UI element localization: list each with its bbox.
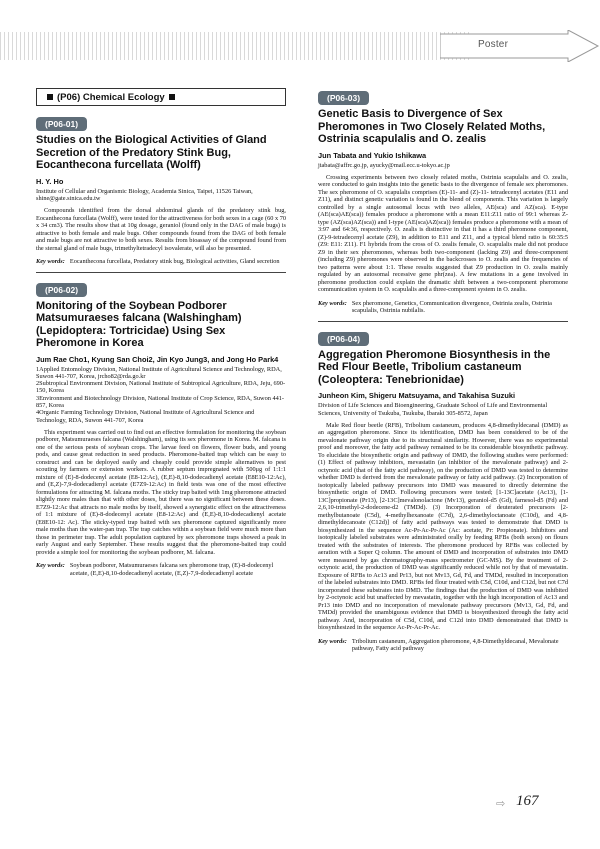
article-id-tag: (P06-04) bbox=[318, 332, 369, 346]
page-arrow-icon: ⇨ bbox=[496, 797, 506, 810]
article-p06-03 bbox=[318, 88, 568, 315]
article-p06-04 bbox=[318, 329, 568, 653]
article-title: Monitoring of the Soybean Podborer Matsumuraeses falcana (Walshingham) (Lepidoptera: Tortricidae) Using Sex Pheromone in Korea bbox=[36, 299, 242, 350]
square-bullet-icon bbox=[169, 94, 175, 100]
article-keywords bbox=[318, 300, 568, 315]
keywords-text: Sex pheromone, Genetics, Communication divergence, Ostrinia zealis, Ostrinia scapulalis, Ostrinia nubilalis. bbox=[351, 299, 552, 315]
article-authors: Jun Tabata and Yukio Ishikawa bbox=[318, 150, 427, 160]
banner-stripes bbox=[0, 32, 470, 60]
page-number: 167 bbox=[516, 793, 539, 809]
article-id-tag: (P06-03) bbox=[318, 91, 369, 105]
article-affiliations bbox=[318, 162, 568, 169]
article-title: Studies on the Biological Activities of Gland Secretion of the Predatory Stink Bug, Eocanthecona furcellata (Wolff) bbox=[36, 134, 267, 171]
affiliation-line: Institute of Cellular and Organismic Biology, Academia Sinica, Taipei, 11526 Taiwan, shine@gate.sinica.edu.tw bbox=[36, 187, 253, 202]
article-p06-01 bbox=[36, 114, 286, 266]
article-affiliations bbox=[36, 366, 286, 424]
article-abstract: Crossing experiments between two closely related moths, Ostrinia scapulalis and O. zealis, were conducted to gain insights into the genetic basis to the divergence of female sex pheromones. The sex pheromone of O. scapulalis comprises (E)-11- and (Z)-11- tetradecenyl acetates (E11 and Z11), and distinct genetic variation is found in the blend of components. This variation is largely controlled by a single autosomal locus with two alleles, AE(sca) and AZ(sca). E-type (AE(sca)AE(sca)) females produce a pheromone with a mean E11:Z11 ratio of 99:1 whereas Z-type (AZ(sca)AZ(sca)) and I-type (AE(sca)AZ(sca)) females produce a pheromone with a mean of 3:97 and 64:36, respectively. O. zealis is distinctive in that it has a third pheromone component, (Z)-9-tetradecenyl acetate (Z9), in addition to E11 and Z11, and a typical blend ratio is 60:35:5 (Z9: E11: Z11). F1 hybrids from the cross of O. zealis female, O. scapulalis male did not produce Z9 in their sex pheromones, whereas both two-component (lacking Z9) and three-component (including Z9) pheromones were observed in the backcrosses to O. zealis and the frequencies of two patterns were about 1:1. These results suggested that Z9 production in O. zealis mainly regulated by an autosomal recessive gene phr(zea). A few mutations in a gene involved in pheromone production could explain the dramatic shift between a two-component pheromone communication system in O. scapulalis and a three-component system in O. zealis. bbox=[318, 173, 568, 294]
affiliation-line: 4Organic Farming Technology Division, National Institute of Agricultural Science and Technology, RDA, Suwon 441-707, Korea bbox=[36, 409, 255, 424]
divider bbox=[318, 321, 568, 322]
article-keywords bbox=[36, 258, 286, 266]
affiliation-line: 1Applied Entomology Division, National Institute of Agricultural Science and Technology, RDA, Suwon 441-707, Korea, jrcho82@rda.go.kr bbox=[36, 365, 282, 380]
arrow-right-icon bbox=[440, 30, 600, 62]
poster-banner bbox=[0, 30, 600, 62]
square-bullet-icon bbox=[47, 94, 53, 100]
article-authors: H. Y. Ho bbox=[36, 176, 64, 186]
keywords-text: Soybean podborer, Matsumuraeses falcana sex pheromone trap, (E)-8-dodecenyl acetate, (E,E)-8,10-dodecadienyl acetate, (E,Z)-7,9-dodecadienyl acetate bbox=[69, 562, 274, 577]
article-abstract: Male Red flour beetle (RFB), Tribolium castaneum, produces 4,8-dimethyldecanal (DMD) as an aggregation pheromone. Since its identification, DMD has been considered to be of the mevalonate pathway origin due to its structural similarity. However, there was no experimental proof and moreover, the fatty acid pathway remained to be its considerable biosynthetic pathway. To elucidate the biosynthetic origin and pathway of DMD, the following studies were performed: (1) Effect of pathway inhibitors, mevastatin (an inhibitor of the mevalonate pathway) and 2-octynoic acid (that of the fatty acid pathway), on the production of DMD was tested to determine whether DMD is derived from the mevalonate pathway or fatty acid pathway. (2) Incorporation of isotopically labeled pathway precursors into DMD was measured to directly determine the biosynthetic origin of DMD. Following precursors were tested; [1-13C]acetate (Ac13), [1-13C]propionate (Pr13), [2-13C]mevalonolactone (Mv13), geraniol-d5 (Gd), farnesol-d5 (Fd) and 2,6,10-trimethyl-2-dodecene-d2 (TMDd). (3) Incorporation of deuterated precursors [2-methylbutanoate (C5d), 4-methylhexanoate (C7d), 2,6-dimethyloctanoate (C10d), and 4,8-dimethyldecanoate (C12d)] of fatty acid pathways was tested to demonstrate that DMD is biosynthesized in the sequence Ac-Pr-Ac-Pr-Ac (Ac: acetate, Pr: Propionate). Inhibitors and isotopically labeled substrates were administrated orally by feeding RFBs (both sexes) on flours treated with the substrates of interests. The pheromone produced by RFBs was collected by aeration with a Super Q column. The amount of DMD and incorporation of substrates into DMD were measured by gas chromatography-mass spectrometer (GC-MS). By the treatment of 2-octynoic acid, the production of DMD was significantly reduced while not by that of mevastatin. Exposure of RFBs to Ac13 and Pr13, but not Mv13, Gd, Fd, and TMDd, resulted in incorporation of the labeled substrates into DMD. RFBs fed flour treated with C5d, C10d, and C12d, but not C7d incorporated these substrates into DMD. The findings that the production of DMD was inhibited by 2-octynoic acid but unaffected by mevastatin, together with the high incorporation of Ac13 and Pr13 into DMD and no incorporation of mevalonate pathway precursors (Mv13, Gd, Fd, and TMDd) provided the unambiguous evidence that DMD is biosynthesized through the fatty acid pathway. And, incorporation of C5d, C10d, and C12d into DMD demonstrated that DMD is biosynthesized in the sequence Ac-Pr-Ac-Pr-Ac. bbox=[318, 421, 568, 632]
affiliation-line: 2Subtropical Environment Division, National Institute of Subtropical Agriculture, RDA, Jeju, 690-150, Korea bbox=[36, 380, 286, 395]
article-abstract: Compounds identified from the dorsal abdominal glands of the predatory stink bug, Eocanthecona furcellata (Wolff), were tested for the attractiveness for both sexes in a cage (60 x 70 x 34 cm3). The results show that at 10g dosage, geraniol (found only in the DAG of male bugs) is attractive to both female and male bugs. Other compounds found from the DAG of both female and male bugs are not attractive to both sexes. Results from bioassay of the compound found from the sternal gland of male bugs, trimethyltetradecyl isovalerate, will also be presented. bbox=[36, 207, 286, 252]
keywords-label: Key words: bbox=[36, 258, 65, 266]
article-abstract: This experiment was carried out to find out an effective formulation for monitoring the soybean podborer, Matsumuraeses falcana (Walshingham), using its sex pheromone in Korea. M. falcana is one of the serious pests of soybean crops. The larvae feed on flowers, flower buds, and young pods, and cause great reduction in seed products. Pheromone-baited trap which can be easy to construct and can be deployed easily and cheaply could provide simple alternatives to pest scouting by farmers or extension workers. A rubber septum impregnated with 500μg of 1:1:1 mixture of (E)-8-dodecenyl acetate (E8-12:Ac), (E,E)-8,10-dodecadienyl acetate (E8E10-12:Ac), and (E,Z)-7,9-dodecadienyl acetate (E7Z9-12:Ac) in field tests was one of the most effective formulations for attracting M. falcana moths. The sticky trap baited with 1mg pheromone attracted slightly more males than that with other doses, but there was no significant between these doses. E7Z9-12:Ac that attracts no male moths by itself, showed a synergistic effect on the attractiveness of 1:1 mixture of (E)-8-dodecenyl acetate (E8-12:Ac) and (E,E)-8,10-dodecadienyl acetate (E8E10-12: Ac). The sticky-typed trap baited with sex pheromone captured significantly more male moths than the water-pan trap. The trap catches within a soybean field were much more than those in perimeter trap. The adult population captured by sex pheromone traps showed a peak in early August and early September. These results suggest that the pheromone-baited trap could provide a simple tool for monitoring the soybean podborer, M. falcana. bbox=[36, 428, 286, 556]
affiliation-line: 3Environment and Biotechnology Division, National Institute of Crop Science, RDA, Suwon 441-857, Korea bbox=[36, 394, 284, 410]
affiliation-line: jtabata@affrc.go.jp, ayucky@mail.ecc.u-tokyo.ac.jp bbox=[318, 161, 450, 169]
article-id-tag: (P06-01) bbox=[36, 117, 87, 131]
article-authors: Jum Rae Cho1, Kyung San Choi2, Jin Kyo Jung3, and Jong Ho Park4 bbox=[36, 354, 279, 364]
article-affiliations bbox=[318, 402, 568, 417]
divider bbox=[36, 272, 286, 273]
article-id-tag: (P06-02) bbox=[36, 283, 87, 297]
left-column bbox=[36, 88, 286, 583]
keywords-label: Key words: bbox=[36, 562, 65, 570]
banner-label: Poster bbox=[478, 39, 509, 50]
article-p06-02 bbox=[36, 280, 286, 578]
section-title: (P06) Chemical Ecology bbox=[57, 91, 165, 103]
article-affiliations bbox=[36, 188, 286, 203]
affiliation-line: Division of Life Sciences and Bioengineering, Graduate School of Life and Environmental Sciences, University of Tsukuba, Tsukuba, Ibaraki 305-8572, Japan bbox=[318, 402, 548, 417]
right-column bbox=[318, 88, 568, 659]
article-authors: Junheon Kim, Shigeru Matsuyama, and Takahisa Suzuki bbox=[318, 391, 515, 401]
keywords-text: Tribolium castaneum, Aggregation pheromone, 4,8-Dimethyldecanal, Mevalonate pathway, Fatty acid pathway bbox=[351, 637, 559, 653]
article-keywords bbox=[36, 562, 286, 577]
keywords-text: Eocanthecona furcellata, Predatory stink bug, Biological activities, Gland secretion bbox=[69, 258, 280, 266]
section-header bbox=[36, 88, 286, 106]
keywords-label: Key words: bbox=[318, 637, 347, 645]
article-title: Aggregation Pheromone Biosynthesis in the Red Flour Beetle, Tribolium castaneum (Coleoptera: Tenebrionidae) bbox=[318, 348, 551, 386]
keywords-label: Key words: bbox=[318, 299, 347, 307]
article-title: Genetic Basis to Divergence of Sex Pheromones in Two Closely Related Moths, Ostrinia scapulalis and O. zealis bbox=[318, 108, 546, 145]
article-keywords bbox=[318, 638, 568, 653]
